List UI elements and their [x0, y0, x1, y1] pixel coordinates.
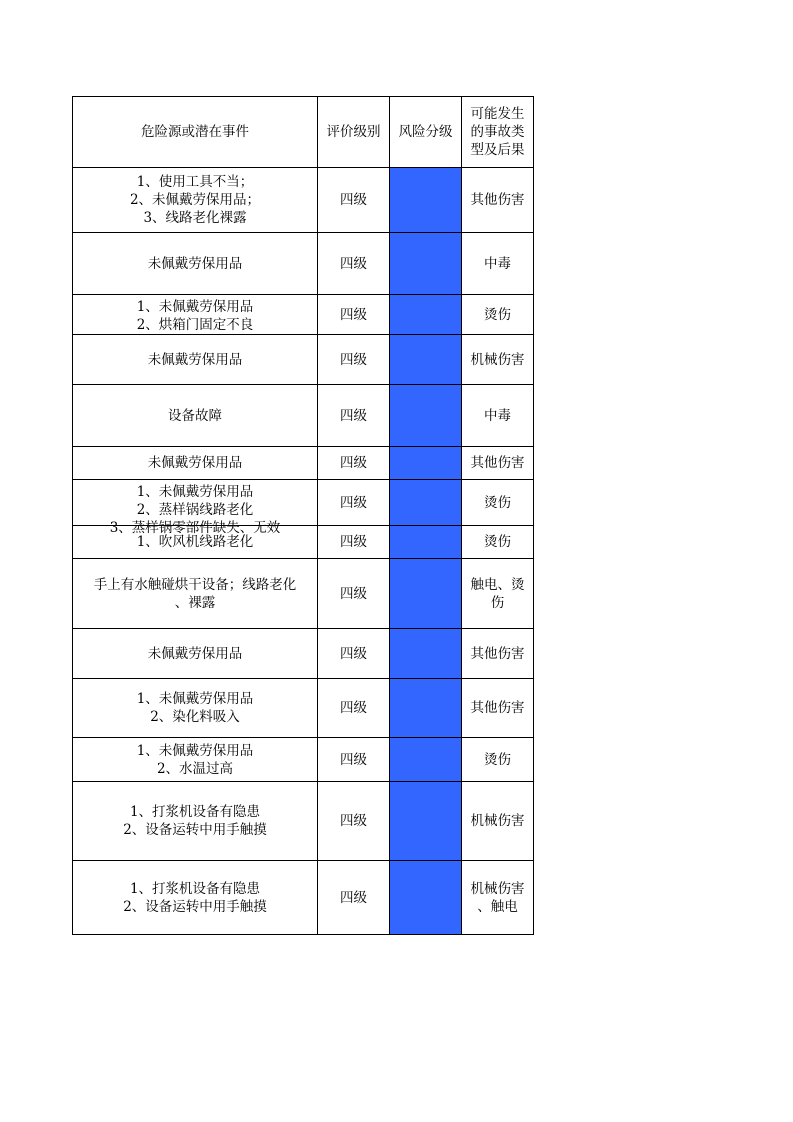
result-cell — [462, 559, 534, 629]
hazard-line: 2、设备运转中用手触摸 — [123, 822, 267, 838]
level-cell: 四级 — [318, 447, 390, 480]
hazard-line: 未佩戴劳保用品 — [147, 645, 243, 662]
risk-class-cell — [390, 295, 462, 335]
result-line: 烫伤 — [484, 306, 511, 323]
hazard-cell — [73, 738, 318, 782]
hazard-cell — [73, 861, 318, 935]
hazard-line: 2、未佩戴劳保用品； — [129, 192, 261, 208]
result-line: 烫伤 — [484, 534, 511, 550]
level-cell: 四级 — [318, 738, 390, 782]
hazard-cell — [73, 480, 318, 536]
hazard-line: 2、设备运转中用手触摸 — [123, 898, 267, 915]
table-row — [73, 385, 534, 447]
table-row — [73, 629, 534, 679]
hazard-line: 2、烘箱门固定不良 — [136, 316, 254, 333]
table-row — [73, 447, 534, 480]
risk-class-cell — [390, 385, 462, 447]
table-row — [73, 335, 534, 385]
hazard-line: 未佩戴劳保用品 — [147, 255, 243, 272]
result-line: 中毒 — [484, 255, 511, 272]
hazard-line: 1、使用工具不当； — [136, 174, 254, 190]
result-line: 其他伤害 — [470, 192, 525, 208]
hazard-cell — [73, 447, 318, 480]
result-line: 、触电 — [477, 898, 518, 915]
header-level: 评价级别 — [318, 97, 390, 168]
hazard-line: 1、吹风机线路老化 — [136, 534, 254, 550]
hazard-line: 1、未佩戴劳保用品 — [136, 742, 254, 759]
header-class: 风险分级 — [390, 97, 462, 168]
result-cell — [462, 861, 534, 935]
level-cell: 四级 — [318, 679, 390, 738]
result-cell — [462, 295, 534, 335]
risk-class-cell — [390, 679, 462, 738]
hazard-line: 3、线路老化裸露 — [143, 210, 247, 226]
hazard-line: 2、水温过高 — [156, 760, 234, 777]
level-cell: 四级 — [318, 629, 390, 679]
result-line: 触电、烫 — [470, 576, 525, 593]
header-result-line: 的事故类 — [470, 124, 525, 140]
risk-class-cell — [390, 480, 462, 526]
header-hazard: 危险源或潜在事件 — [73, 97, 318, 168]
result-cell — [462, 447, 534, 480]
hazard-cell — [73, 295, 318, 335]
result-cell — [462, 629, 534, 679]
result-cell — [462, 480, 534, 526]
level-cell: 四级 — [318, 335, 390, 385]
table-row — [73, 861, 534, 935]
header-row — [73, 97, 534, 168]
hazard-line: 、裸露 — [174, 594, 216, 611]
result-line: 烫伤 — [484, 494, 511, 511]
hazard-line: 1、未佩戴劳保用品 — [136, 298, 254, 315]
table-row — [73, 295, 534, 335]
hazard-cell — [73, 385, 318, 447]
hazard-line: 未佩戴劳保用品 — [147, 351, 243, 368]
risk-class-cell — [390, 526, 462, 559]
header-result — [462, 97, 534, 168]
hazard-line: 未佩戴劳保用品 — [147, 455, 243, 471]
hazard-line: 设备故障 — [168, 407, 222, 424]
header-result-line: 型及后果 — [470, 142, 525, 158]
result-cell — [462, 782, 534, 861]
result-cell — [462, 679, 534, 738]
result-line: 机械伤害 — [470, 880, 525, 897]
level-cell: 四级 — [318, 233, 390, 295]
table-row — [73, 679, 534, 738]
risk-class-cell — [390, 168, 462, 233]
hazard-line: 1、打浆机设备有隐患 — [129, 804, 261, 820]
table-row — [73, 738, 534, 782]
level-cell: 四级 — [318, 526, 390, 559]
level-cell: 四级 — [318, 385, 390, 447]
result-line: 机械伤害 — [470, 351, 525, 368]
hazard-cell — [73, 335, 318, 385]
risk-class-cell — [390, 629, 462, 679]
hazard-line: 1、未佩戴劳保用品 — [136, 691, 254, 707]
hazard-line: 2、蒸样锅线路老化 — [136, 501, 254, 518]
risk-class-cell — [390, 782, 462, 861]
risk-class-cell — [390, 335, 462, 385]
table-row — [73, 559, 534, 629]
table-row — [73, 233, 534, 295]
result-cell — [462, 233, 534, 295]
table-row — [73, 782, 534, 861]
hazard-cell — [73, 233, 318, 295]
hazard-line: 1、未佩戴劳保用品 — [136, 483, 254, 500]
level-cell: 四级 — [318, 295, 390, 335]
result-line: 其他伤害 — [470, 700, 525, 716]
hazard-cell — [73, 168, 318, 233]
hazard-cell — [73, 559, 318, 629]
hazard-line: 2、染化料吸入 — [150, 709, 240, 725]
result-cell — [462, 335, 534, 385]
hazard-cell — [73, 629, 318, 679]
hazard-cell — [73, 679, 318, 738]
result-line: 其他伤害 — [470, 455, 525, 471]
risk-class-cell — [390, 738, 462, 782]
level-cell: 四级 — [318, 861, 390, 935]
result-cell — [462, 168, 534, 233]
hazard-cell — [73, 782, 318, 861]
result-line: 机械伤害 — [470, 813, 525, 829]
result-cell — [462, 526, 534, 559]
result-cell — [462, 738, 534, 782]
risk-assessment-table — [72, 96, 534, 935]
level-cell: 四级 — [318, 480, 390, 526]
result-line: 伤 — [490, 594, 505, 611]
hazard-line: 1、打浆机设备有隐患 — [129, 880, 261, 897]
risk-class-cell — [390, 233, 462, 295]
risk-class-cell — [390, 861, 462, 935]
risk-class-cell — [390, 559, 462, 629]
result-line: 中毒 — [484, 407, 511, 424]
result-line: 其他伤害 — [470, 645, 525, 662]
level-cell: 四级 — [318, 559, 390, 629]
table-row — [73, 168, 534, 233]
header-result-line: 可能发生 — [470, 106, 525, 122]
table-row — [73, 480, 534, 526]
result-cell — [462, 385, 534, 447]
hazard-line: 3、蒸样锅零部件缺失、无效 — [109, 519, 281, 536]
risk-class-cell — [390, 447, 462, 480]
level-cell: 四级 — [318, 168, 390, 233]
result-line: 烫伤 — [484, 751, 511, 768]
hazard-line: 手上有水触碰烘干设备；线路老化 — [93, 576, 297, 593]
level-cell: 四级 — [318, 782, 390, 861]
